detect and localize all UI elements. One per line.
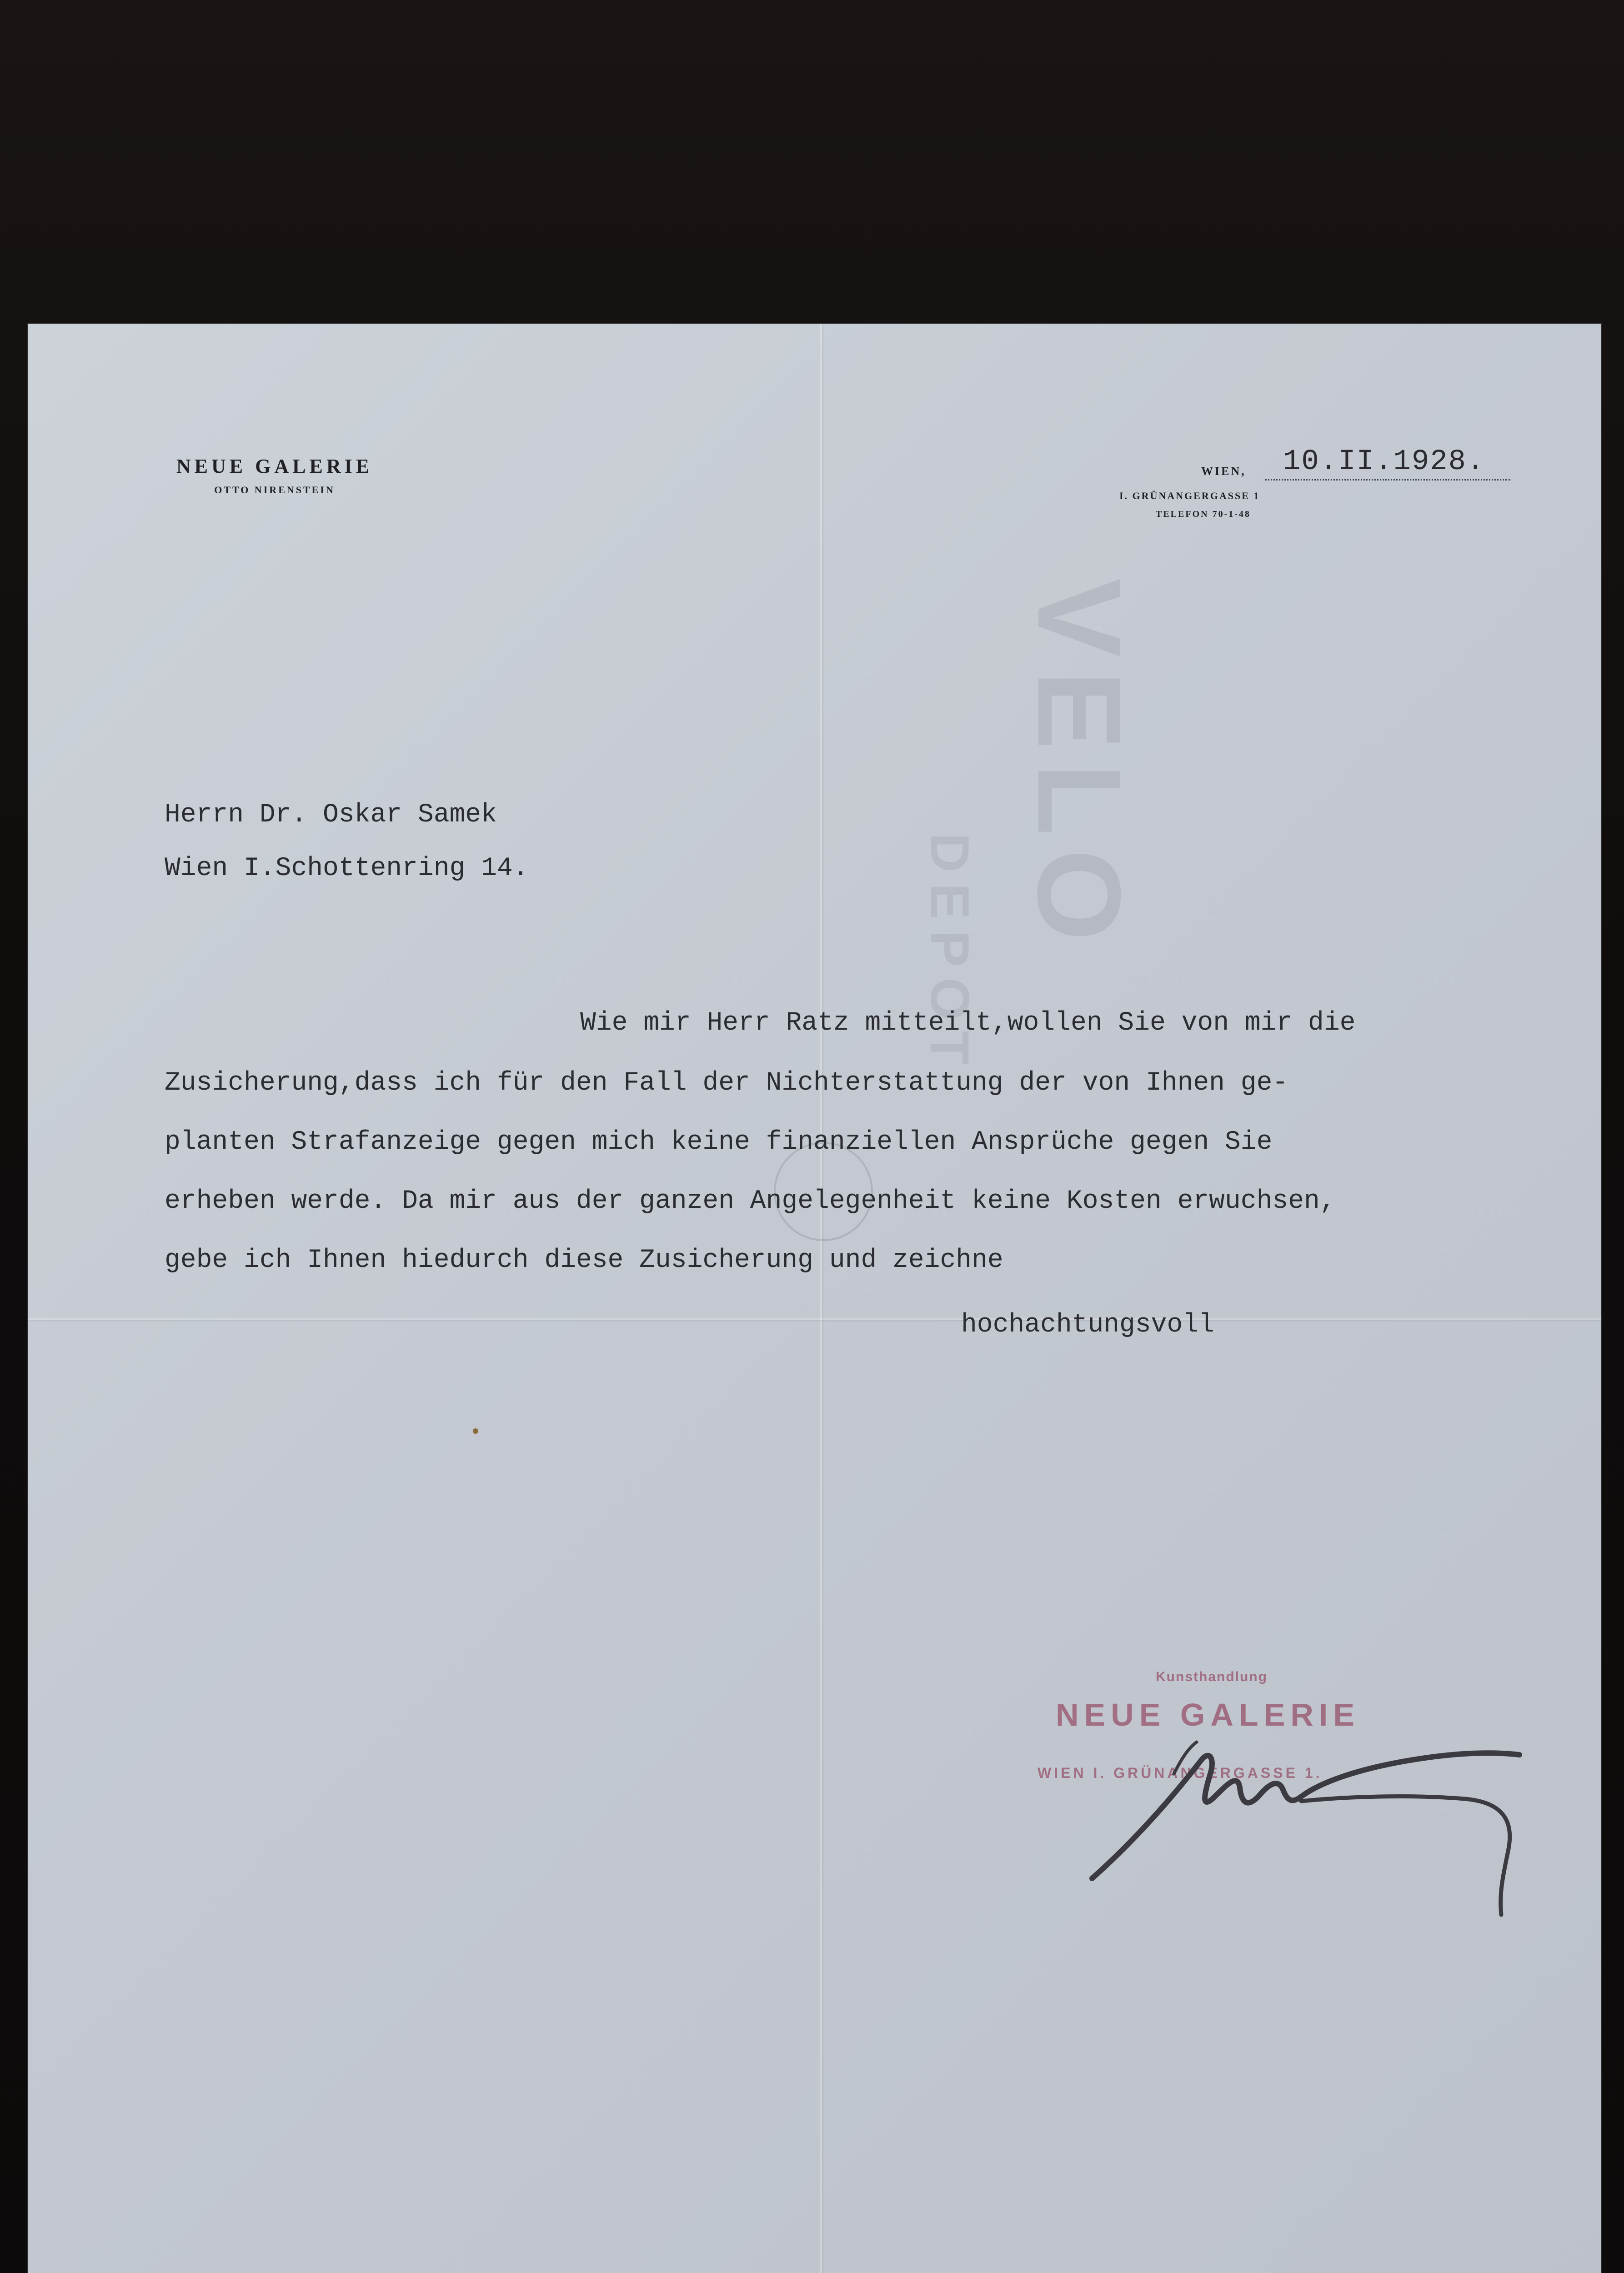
letter-sheet [28, 324, 1601, 2273]
letterhead-gallery [138, 455, 411, 496]
recipient-address: Wien I.Schottenring 14. [165, 854, 529, 883]
body-line: gebe ich Ihnen hiedurch diese Zusicherung und zeichne [165, 1246, 1003, 1275]
faint-stamp-large: VELO [1013, 578, 1145, 955]
faint-stamp-small: DEPOT [919, 833, 980, 1076]
vertical-fold-line [820, 324, 822, 2273]
gallery-name: NEUE GALERIE [176, 455, 373, 477]
city-label: WIEN, [1201, 465, 1246, 478]
body-line: erheben werde. Da mir aus der ganzen Angelegenheit keine Kosten erwuchsen, [165, 1187, 1336, 1216]
stamp-address: WIEN I. GRÜNANGERGASSE 1. [1038, 1765, 1323, 1781]
handwritten-signature [1065, 1706, 1547, 1942]
gallery-address: I. GRÜNANGERGASSE 1 [1119, 490, 1260, 501]
stamp-gallery-name: NEUE GALERIE [1056, 1697, 1360, 1732]
date-dotted-rule [1265, 479, 1510, 481]
letter-date: 10.II.1928. [1283, 446, 1485, 478]
body-line: Zusicherung,dass ich für den Fall der Nichterstattung der von Ihnen ge- [165, 1068, 1288, 1098]
body-line: Wie mir Herr Ratz mitteilt,wollen Sie von mir die [580, 1008, 1356, 1038]
letterhead-address-block [1074, 446, 1529, 519]
gallery-phone: TELEFON 70-1-48 [1156, 509, 1251, 519]
closing-salutation: hochachtungsvoll [961, 1310, 1214, 1340]
horizontal-fold-line [28, 1318, 1601, 1320]
gallery-owner: OTTO NIRENSTEIN [214, 484, 335, 496]
body-line: planten Strafanzeige gegen mich keine finanziellen Ansprüche gegen Sie [165, 1127, 1273, 1157]
stamp-kunsthandlung: Kunsthandlung [1156, 1669, 1268, 1684]
paper-speck [473, 1428, 478, 1434]
city-date-line [1074, 447, 1529, 483]
recipient-name: Herrn Dr. Oskar Samek [165, 800, 497, 830]
